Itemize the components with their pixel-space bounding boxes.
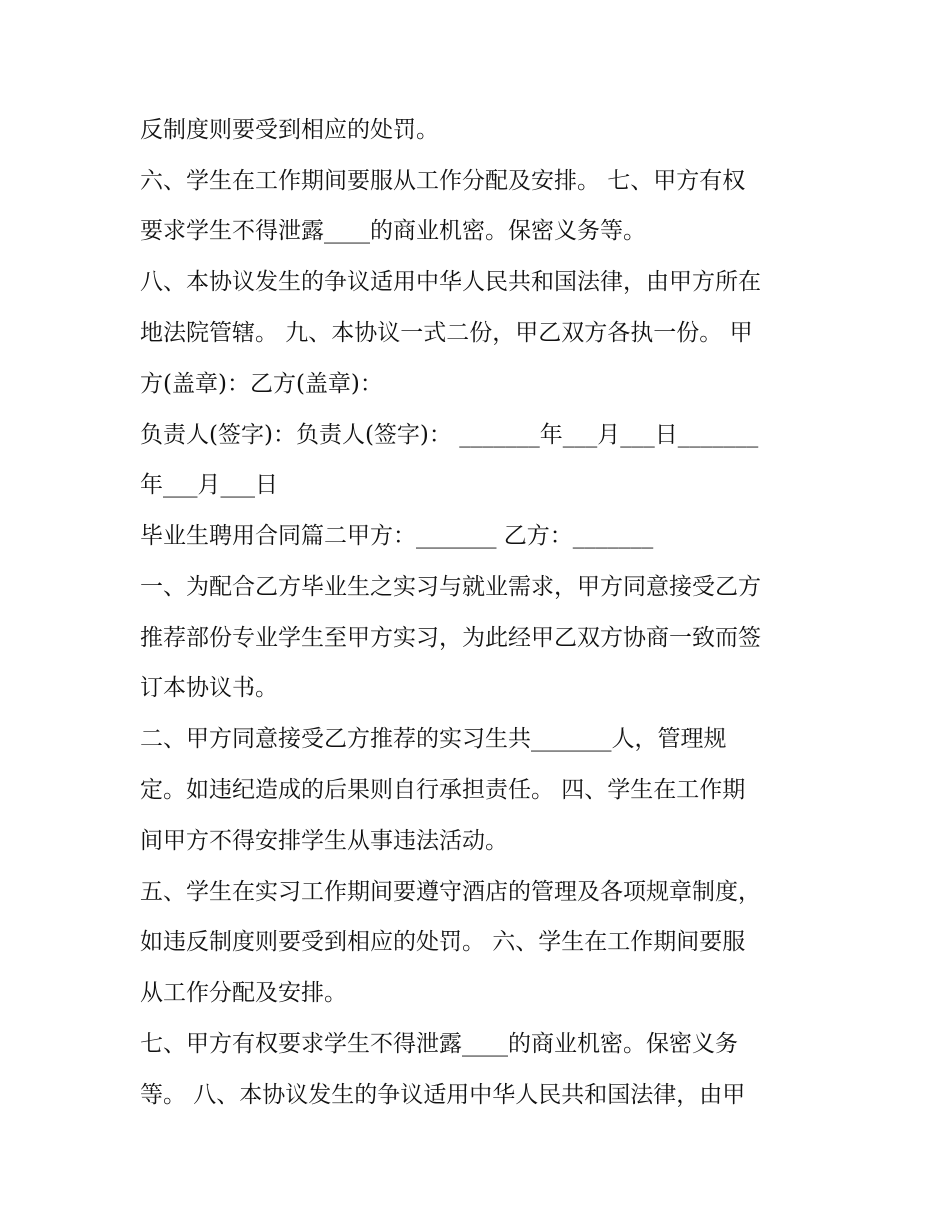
text-line: 毕业生聘用合同篇二甲方：_______ 乙方：_______	[140, 523, 654, 549]
text-line: 负责人(签字)：负责人(签字)： _______年___月___日_______	[140, 422, 759, 448]
text-line: 地法院管辖。 九、本协议一式二份，甲乙双方各执一份。 甲	[140, 320, 753, 346]
text-line: 五、学生在实习工作期间要遵守酒店的管理及各项规章制度，	[140, 879, 761, 905]
text-line: 如违反制度则要受到相应的处罚。 六、学生在工作期间要服	[140, 929, 746, 955]
text-line: 从工作分配及安排。	[140, 980, 347, 1006]
text-line: 年___月___日	[140, 472, 278, 498]
text-line: 推荐部份专业学生至甲方实习，为此经甲乙双方协商一致而签	[140, 625, 761, 651]
text-line: 二、甲方同意接受乙方推荐的实习生共_______人，管理规	[140, 726, 727, 752]
text-line: 等。 八、本协议发生的争议适用中华人民共和国法律，由甲	[140, 1082, 746, 1108]
text-line: 方(盖章)：乙方(盖章)：	[140, 371, 383, 397]
text-line: 七、甲方有权要求学生不得泄露____的商业机密。保密义务	[140, 1031, 738, 1057]
text-line: 一、为配合乙方毕业生之实习与就业需求，甲方同意接受乙方	[140, 574, 761, 600]
text-line: 反制度则要受到相应的处罚。	[140, 117, 439, 143]
text-line: 订本协议书。	[140, 675, 278, 701]
text-line: 八、本协议发生的争议适用中华人民共和国法律，由甲方所在	[140, 269, 761, 295]
text-line: 定。如违纪造成的后果则自行承担责任。 四、学生在工作期	[140, 777, 746, 803]
text-line: 要求学生不得泄露____的商业机密。保密义务等。	[140, 218, 646, 244]
text-line: 六、学生在工作期间要服从工作分配及安排。 七、甲方有权	[140, 168, 746, 194]
text-line: 间甲方不得安排学生从事违法活动。	[140, 828, 508, 854]
